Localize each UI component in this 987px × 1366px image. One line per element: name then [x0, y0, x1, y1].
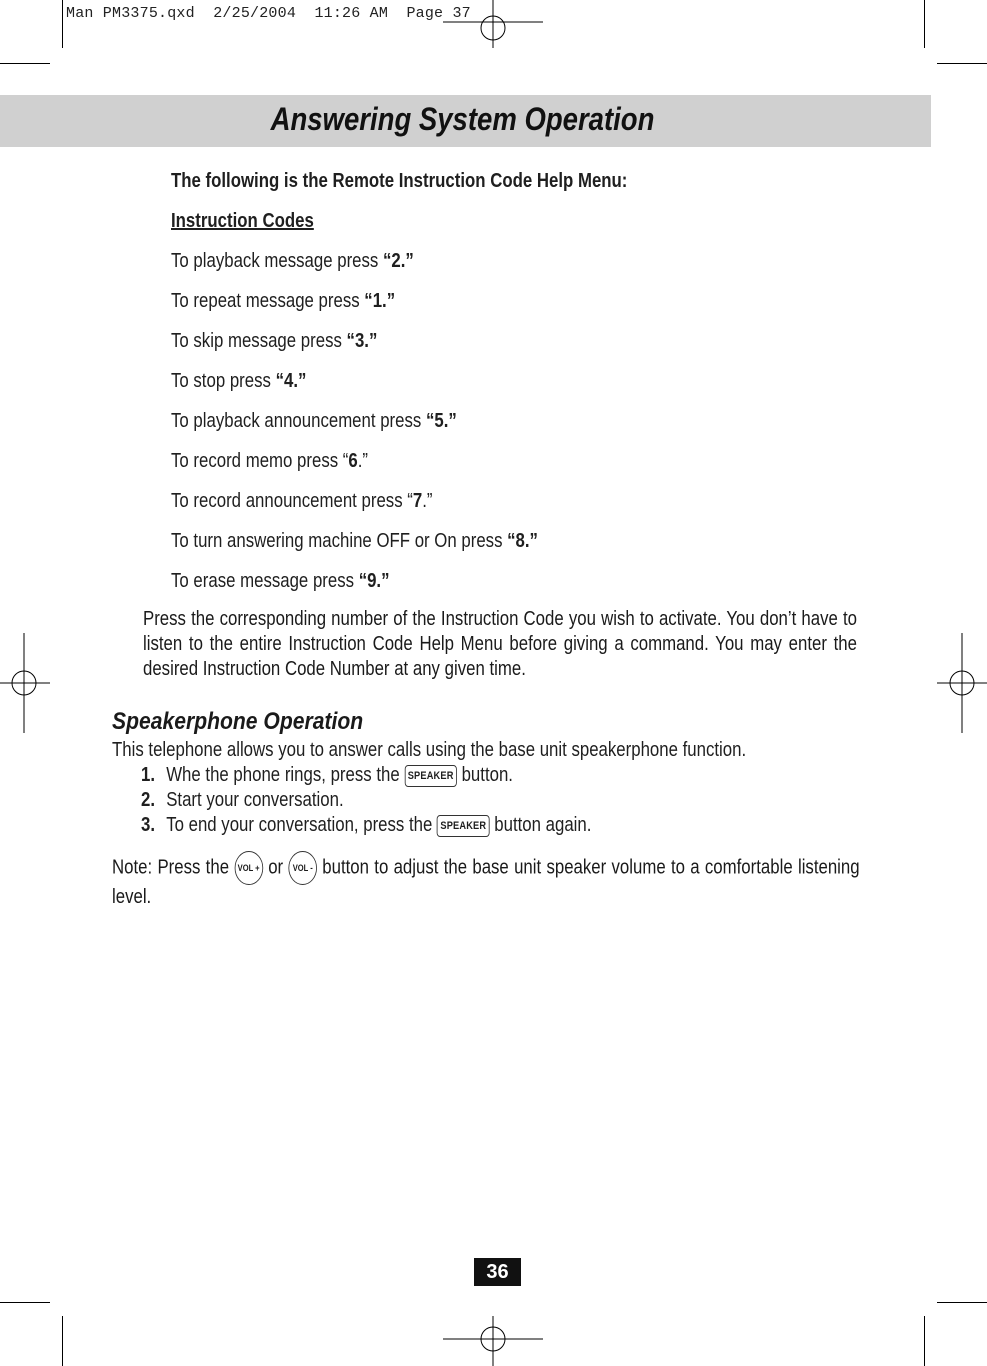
registration-mark-bottom: [443, 1316, 543, 1366]
crop-mark: [0, 1302, 50, 1303]
crop-mark: [937, 63, 987, 64]
crop-mark: [924, 0, 925, 48]
code-line: To record announcement press “7.”: [171, 490, 433, 512]
crop-mark: [62, 1316, 63, 1366]
crop-mark: [924, 1316, 925, 1366]
codes-heading: Instruction Codes: [171, 210, 314, 232]
step-1: 1. Whe the phone rings, press the SPEAKER button.: [141, 764, 513, 786]
step-3: 3. To end your conversation, press the SPEAKER button again.: [141, 814, 592, 836]
section-heading: Speakerphone Operation: [112, 708, 364, 735]
page-title: Answering System Operation: [270, 101, 655, 137]
code-line: To playback announcement press “5.”: [171, 410, 457, 432]
crop-mark: [0, 63, 50, 64]
code-line: To record memo press “6.”: [171, 450, 368, 472]
crop-mark: [62, 0, 63, 48]
page-number: 36: [474, 1258, 521, 1286]
speaker-key-icon: SPEAKER: [437, 815, 490, 837]
code-line: To repeat message press “1.”: [171, 290, 396, 312]
code-line: To turn answering machine OFF or On press “8.”: [171, 530, 538, 552]
vol-minus-key-icon: VOL -: [288, 851, 317, 885]
registration-mark-left: [0, 633, 50, 733]
intro-text: The following is the Remote Instruction Code Help Menu:: [171, 170, 628, 192]
code-line: To skip message press “3.”: [171, 330, 378, 352]
code-line: To stop press “4.”: [171, 370, 307, 392]
speaker-key-icon: SPEAKER: [404, 765, 457, 787]
step-2: 2. Start your conversation.: [141, 789, 344, 811]
vol-plus-key-icon: VOL +: [234, 851, 263, 885]
volume-note: Note: Press the VOL + or VOL - button to adjust the base unit speaker volume to a comfortable listening level.: [112, 851, 860, 910]
crop-mark: [937, 1302, 987, 1303]
code-line: To erase message press “9.”: [171, 570, 390, 592]
registration-mark-right: [937, 633, 987, 733]
file-slug: Man PM3375.qxd 2/25/2004 11:26 AM Page 37: [66, 5, 471, 22]
section-intro: This telephone allows you to answer calls using the base unit speakerphone function.: [112, 739, 747, 761]
code-line: To playback message press “2.”: [171, 250, 414, 272]
instruction-paragraph: Press the corresponding number of the Instruction Code you wish to activate. You don’t have to listen to the entire Instruction Code Help Menu before giving a command. You may enter the desired Instruction Code Number at any given time.: [143, 608, 857, 680]
